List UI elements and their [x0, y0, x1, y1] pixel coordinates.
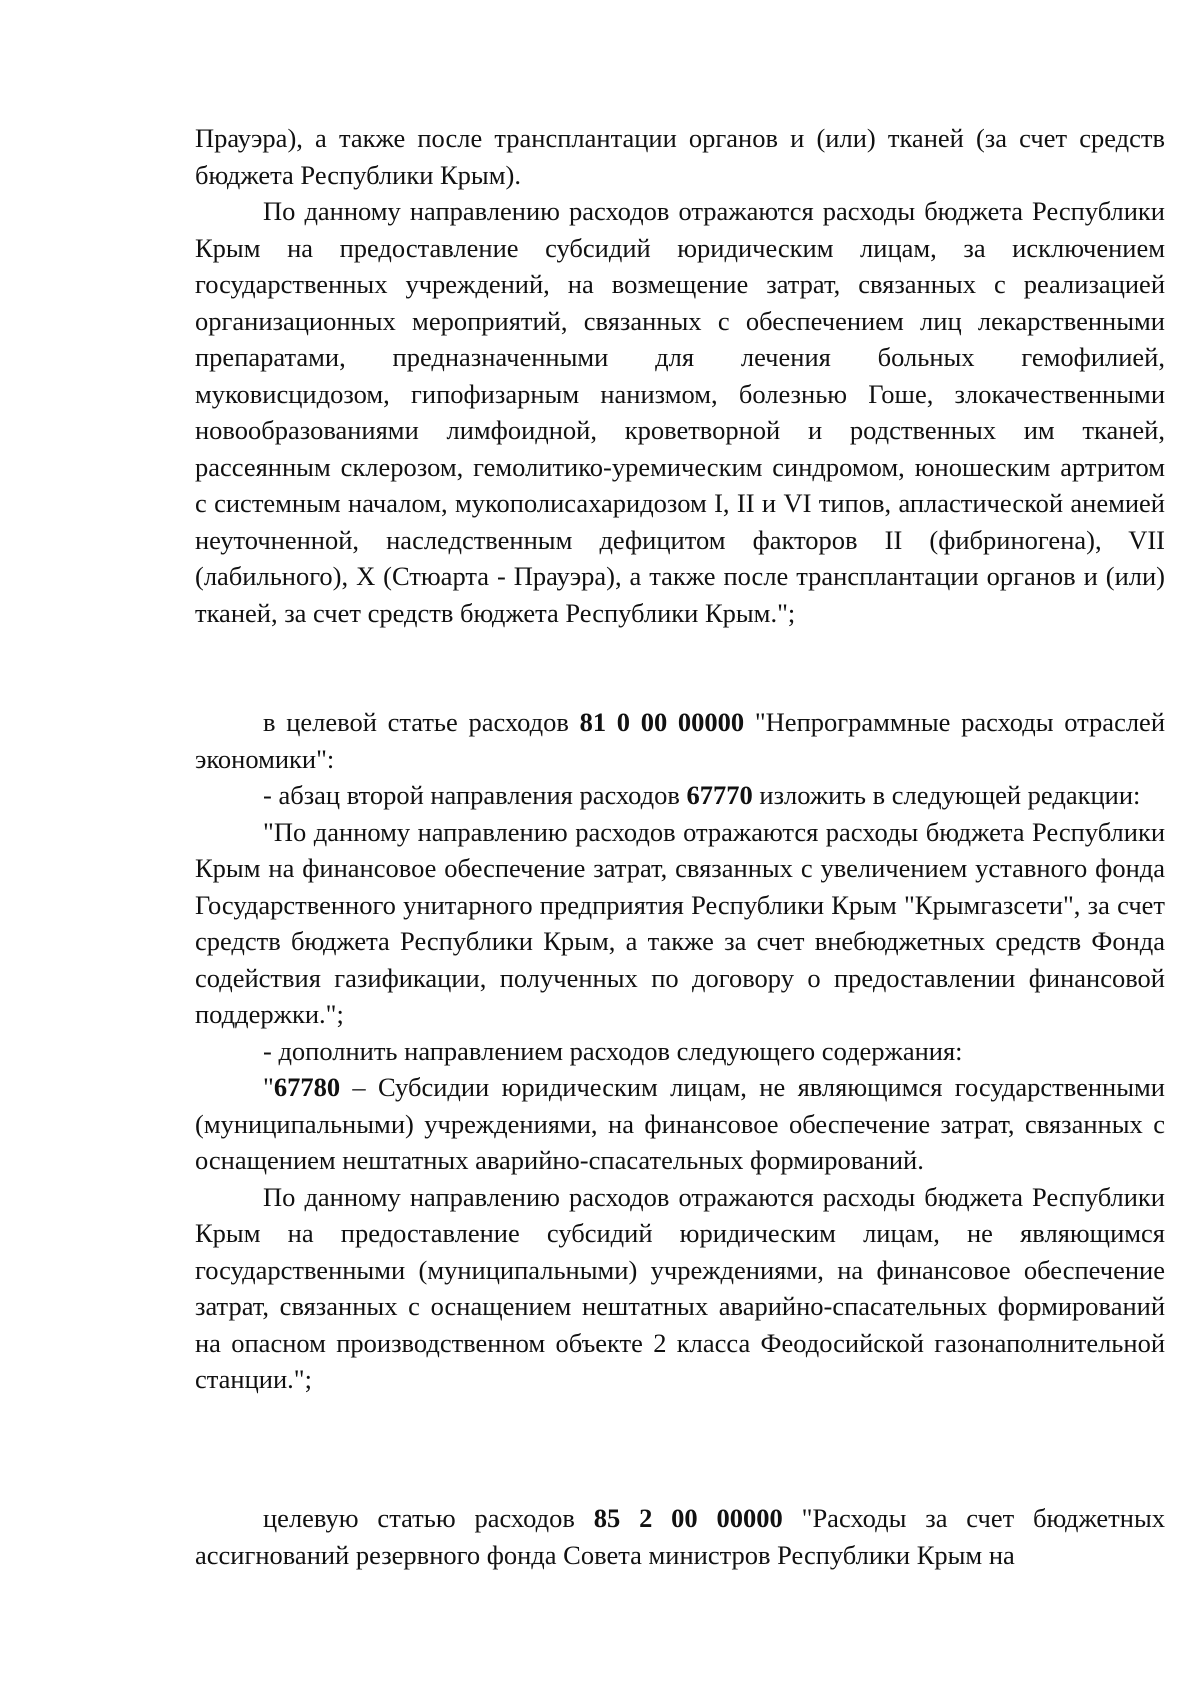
paragraph-direction-67770: - абзац второй направления расходов 67770 изложить в следующей редакции: — [263, 780, 1141, 810]
code-67780: 67780 — [273, 1072, 341, 1102]
paragraph-target-article-81: в целевой статье расходов 81 0 00 00000 "Непрограммные расходы отраслей экономики": — [195, 707, 1165, 774]
paragraph-continuation: Прауэра), а также после трансплантации органов и (или) тканей (за счет средств бюджета Республики Крым). — [195, 123, 1165, 190]
code-67770: 67770 — [686, 780, 753, 810]
code-81-0-00-00000: 81 0 00 00000 — [579, 707, 745, 737]
paragraph-expense-description: По данному направлению расходов отражаются расходы бюджета Республики Крым на предоставление субсидий юридическим лицам, за исключением государственных учреждений, на возмещение затрат, связанных с реализацией организационных мероприятий, связанных с обеспечением лиц лекарственными препаратами, предназначенными для лечения больных гемофилией, муковисцидозом, гипофизарным нанизмом, болезнью Гоше, злокачественными новообразованиями лимфоидной, кроветворной и родственных им тканей, рассеянным склерозом, гемолитико-уремическим синдромом, юношеским артритом с системным началом, мукополисахаридозом I, II и VI типов, апластической анемией неуточненной, наследственным дефицитом факторов II (фибриногена), VII (лабильного), X (Стюарта - Прауэра), а также после трансплантации органов и (или) тканей, за счет средств бюджета Республики Крым."; — [195, 196, 1165, 628]
paragraph-new-wording: "По данному направлению расходов отражаются расходы бюджета Республики Крым на финансовое обеспечение затрат, связанных с увеличением уставного фонда Государственного унитарного предприятия Республики Крым "Крымгазсети", за счет средств бюджета Республики Крым, а также за счет внебюджетных средств Фонда содействия газификации, полученных по договору о предоставлении финансовой поддержки."; — [195, 816, 1165, 1029]
text-block-top — [195, 120, 1165, 631]
code-85-2-00-00000: 85 2 00 00000 — [593, 1503, 783, 1533]
text-block-middle — [195, 704, 1165, 1398]
paragraph-direction-67780: "67780 – Субсидии юридическим лицам, не являющимся государственными (муниципальными) учреждениями, на финансовое обеспечение затрат, связанных с оснащением нештатных аварийно-спасательных формирований. — [195, 1072, 1165, 1175]
paragraph-target-article-85: целевую статью расходов 85 2 00 00000 "Расходы за счет бюджетных ассигнований резервного фонда Совета министров Республики Крым на — [195, 1503, 1166, 1570]
paragraph-add-direction: - дополнить направлением расходов следующего содержания: — [263, 1035, 963, 1066]
paragraph-67780-description: По данному направлению расходов отражаются расходы бюджета Республики Крым на предоставление субсидий юридическим лицам, не являющимся государственными (муниципальными) учреждениями, на финансовое обеспечение затрат, связанных с оснащением нештатных аварийно-спасательных формирований на опасном производственном объекте 2 класса Феодосийской газонаполнительной станции."; — [195, 1181, 1165, 1394]
text-block-bottom — [195, 1500, 1165, 1573]
